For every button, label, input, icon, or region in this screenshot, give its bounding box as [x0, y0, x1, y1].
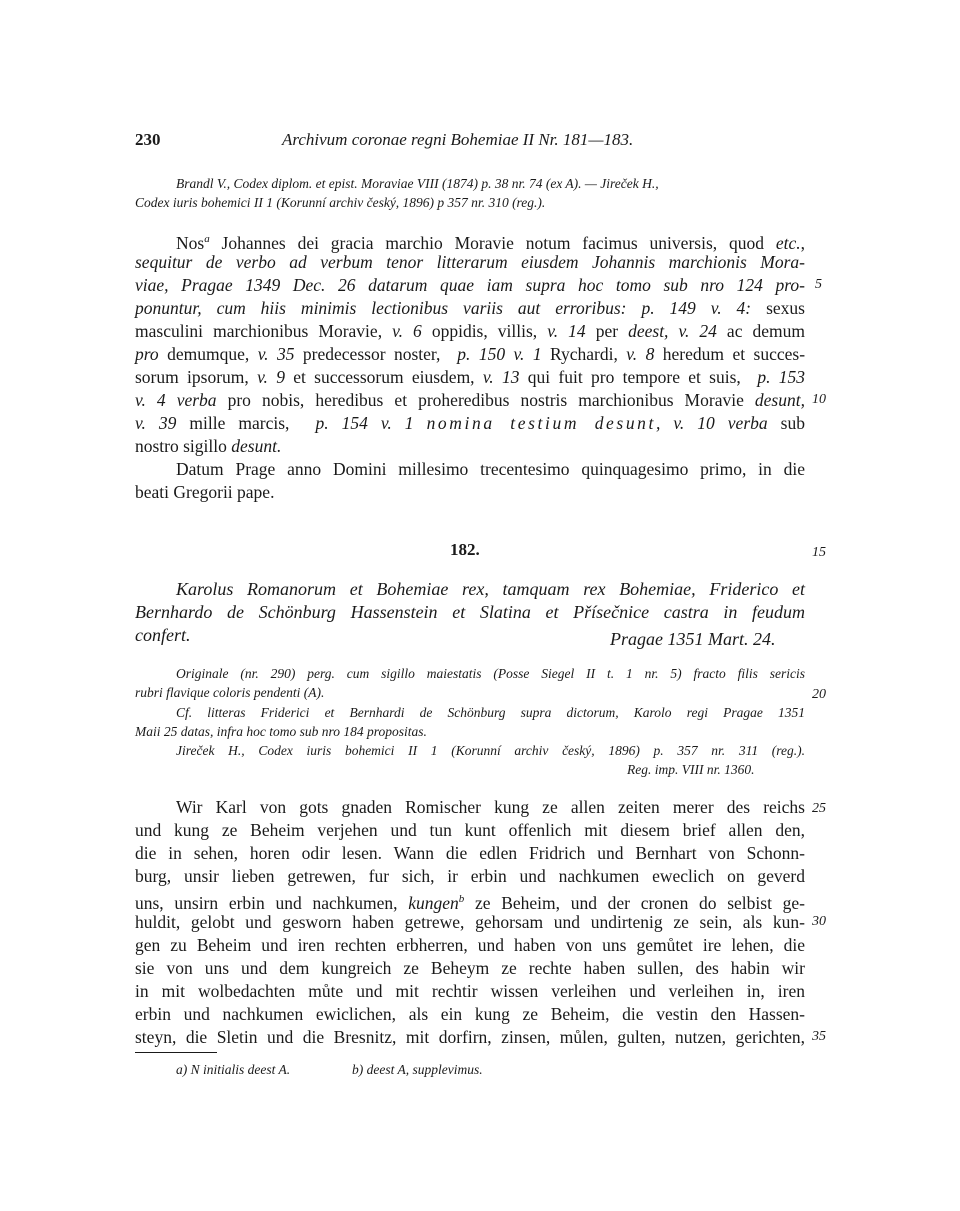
- text-line: die in sehen, horen odir lesen. Wann die edlen Fridrich und Bernhart von Schonn-: [135, 843, 805, 863]
- text-line: masculini marchionibus Moravie, v. 6 oppidis, villis, v. 14 per deest, v. 24 ac demum: [135, 321, 806, 341]
- regest-line: Bernhardo de Schönburg Hassenstein et Slatina et Přísečnice castra in feudum: [135, 602, 805, 622]
- text-line: ponuntur, cum hiis minimis lectionibus variis aut erroribus: p. 149 v. 4: sexus: [135, 298, 805, 318]
- margin-line-number: 10: [812, 392, 826, 407]
- margin-line-number: 15: [812, 545, 826, 560]
- datum-line: Datum Prage anno Domini millesimo trecentesimo quinquagesimo primo, in die: [176, 459, 805, 479]
- text-line: v. 39 mille marcis, p. 154 v. 1 nomina testium desunt, v. 10 verba sub: [135, 413, 805, 433]
- source-line: Jireček H., Codex iuris bohemici II 1 (Korunní archiv český, 1896) p. 357 nr. 311 (reg.).: [176, 743, 805, 758]
- source-line: rubri flavique coloris pendenti (A).: [135, 685, 325, 700]
- regest-line: Karolus Romanorum et Bohemiae rex, tamquam rex Bohemiae, Friderico et: [176, 579, 805, 599]
- text-line: burg, unsir lieben getrewen, fur sich, ir erbin und nachkumen eweclich on geverd: [135, 866, 805, 886]
- source-line: Brandl V., Codex diplom. et epist. Moraviae VIII (1874) p. 38 nr. 74 (ex A). — Jireček H.,: [176, 176, 659, 191]
- footnote-b: b) deest A, supplevimus.: [352, 1062, 483, 1077]
- source-line: Reg. imp. VIII nr. 1360.: [627, 762, 755, 777]
- text-line: sorum ipsorum, v. 9 et successorum eiusdem, v. 13 qui fuit pro tempore et suis, p. 153: [135, 367, 806, 387]
- text-line: pro demumque, v. 35 predecessor noster, p. 150 v. 1 Rychardi, v. 8 heredum et succes-: [135, 344, 806, 364]
- regest-line: confert.: [135, 625, 191, 645]
- text-line: Wir Karl von gots gnaden Romischer kung ze allen zeiten merer des reichs: [176, 797, 805, 817]
- text-line: gen zu Beheim und iren rechten erbherren, und haben von uns gemůtet ire lehen, die: [135, 935, 805, 955]
- margin-line-number: 30: [812, 914, 826, 929]
- text-line: huldit, gelobt und gesworn haben getrewe, gehorsam und undirtenig ze sein, als kun-: [135, 912, 805, 932]
- datum-line: beati Gregorii pape.: [135, 482, 275, 502]
- source-line: Cf. litteras Friderici et Bernhardi de Schönburg supra dictorum, Karolo regi Pragae 1351: [176, 705, 805, 720]
- running-title: Archivum coronae regni Bohemiae II Nr. 181—183.: [282, 130, 634, 149]
- source-line: Maii 25 datas, infra hoc tomo sub nro 184 propositas.: [135, 724, 427, 739]
- document-number: 182.: [450, 540, 480, 559]
- source-line: Codex iuris bohemici II 1 (Korunní archiv český, 1896) p 357 nr. 310 (reg.).: [135, 195, 546, 210]
- text-line: v. 4 verba pro nobis, heredibus et proheredibus nostris marchionibus Moravie desunt,: [135, 390, 805, 410]
- text-line: steyn, die Sletin und die Bresnitz, mit dorfirn, zinsen, můlen, gulten, nutzen, gerichten,: [135, 1027, 805, 1047]
- margin-line-number: 20: [812, 687, 826, 702]
- page-number: 230: [135, 130, 161, 149]
- footnote-a: a) N initialis deest A.: [176, 1062, 291, 1077]
- footnote-rule: [135, 1052, 217, 1053]
- text-line: Nos$^a$ Johannes dei gracia marchio Moravie notum facimus universis, quod etc.,: [176, 232, 805, 253]
- text-line: sequitur de verbo ad verbum tenor litterarum eiusdem Johannis marchionis Mora-: [135, 252, 805, 272]
- text-line: und kung ze Beheim verjehen und tun kunt offenlich mit diesem brief allen den,: [135, 820, 805, 840]
- source-line: Originale (nr. 290) perg. cum sigillo maiestatis (Posse Siegel II t. 1 nr. 5) fracto filis sericis: [176, 666, 805, 681]
- text-line: in mit wolbedachten můte und mit rechtir wissen verleihen und verleihen in, iren: [135, 981, 805, 1001]
- text-line: sie von uns und dem kungreich ze Beheym ze rechte haben sullen, des habin wir: [135, 958, 805, 978]
- margin-line-number: 5: [815, 277, 822, 292]
- text-line: viae, Pragae 1349 Dec. 26 datarum quae iam supra hoc tomo sub nro 124 pro-: [135, 275, 805, 295]
- margin-line-number: 35: [812, 1029, 826, 1044]
- text-line: erbin und nachkumen ewiclichen, als ein kung ze Beheim, die vestin den Hassen-: [135, 1004, 805, 1024]
- margin-line-number: 25: [812, 801, 826, 816]
- text-line: nostro sigillo desunt.: [135, 436, 282, 456]
- date-place: Pragae 1351 Mart. 24.: [610, 629, 776, 649]
- text-line: uns, unsirn erbin und nachkumen, kungen$^b$ ze Beheim, und der cronen do selbist ge-: [135, 892, 805, 913]
